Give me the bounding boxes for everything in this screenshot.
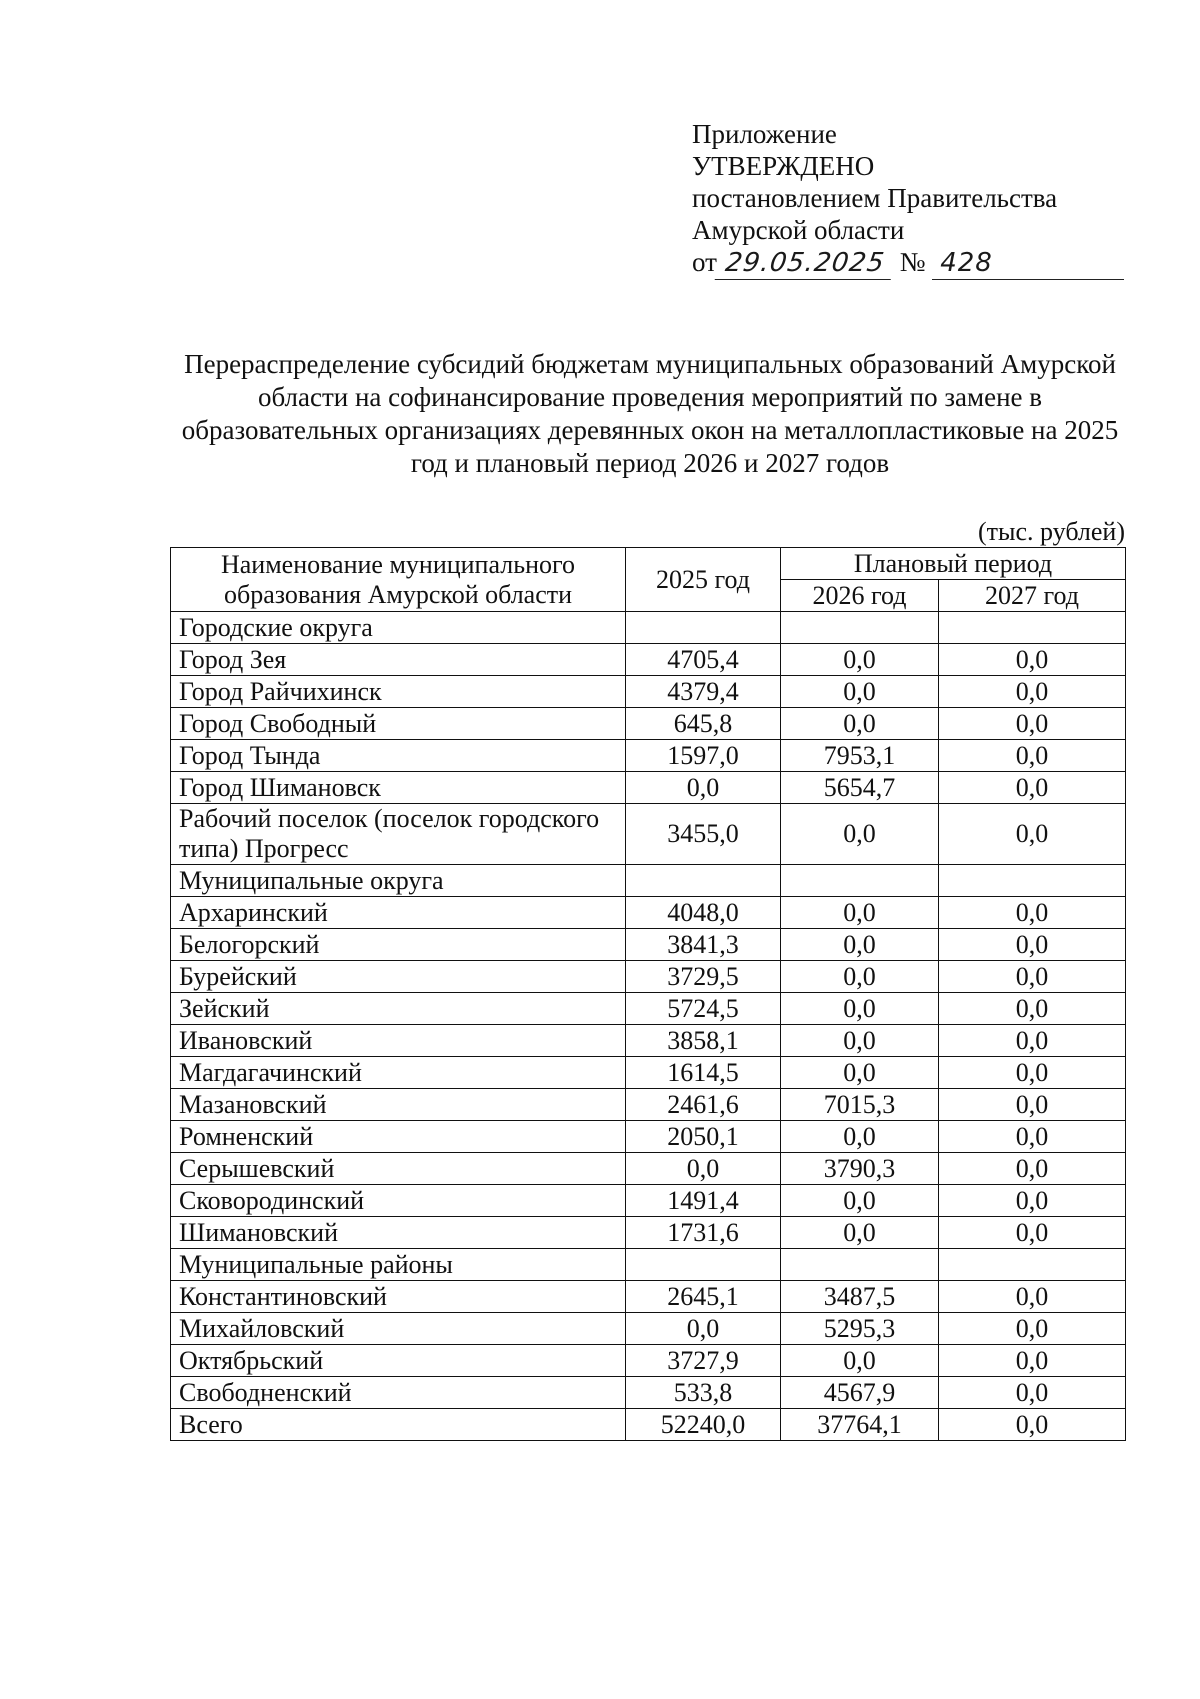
value-2025-cell: 2461,6 bbox=[626, 1089, 781, 1121]
value-2026-cell: 37764,1 bbox=[781, 1409, 939, 1441]
region-label: Амурской области bbox=[692, 215, 905, 245]
value-2025-cell: 1491,4 bbox=[626, 1185, 781, 1217]
header-2027: 2027 год bbox=[939, 580, 1126, 612]
value-2026-cell: 0,0 bbox=[781, 708, 939, 740]
municipality-cell: Город Шимановск bbox=[171, 772, 626, 804]
municipality-cell: Шимановский bbox=[171, 1217, 626, 1249]
municipality-cell: Город Тында bbox=[171, 740, 626, 772]
table-row bbox=[171, 1153, 1126, 1185]
header-municipality: Наименование муниципального образования Амурской области bbox=[171, 548, 626, 612]
table-row bbox=[171, 1057, 1126, 1089]
value-2025-cell: 1614,5 bbox=[626, 1057, 781, 1089]
value-2025-cell: 1597,0 bbox=[626, 740, 781, 772]
value-2026-cell: 0,0 bbox=[781, 993, 939, 1025]
value-2027-cell: 0,0 bbox=[939, 644, 1126, 676]
table-row bbox=[171, 897, 1126, 929]
header-2026: 2026 год bbox=[781, 580, 939, 612]
value-2027-cell: 0,0 bbox=[939, 1313, 1126, 1345]
table-row bbox=[171, 1121, 1126, 1153]
table-row bbox=[171, 1281, 1126, 1313]
value-2025-cell: 0,0 bbox=[626, 1153, 781, 1185]
value-2026-cell: 4567,9 bbox=[781, 1377, 939, 1409]
value-2026-cell: 0,0 bbox=[781, 1345, 939, 1377]
section-label: Городские округа bbox=[171, 612, 626, 644]
municipality-cell: Всего bbox=[171, 1409, 626, 1441]
table-row bbox=[171, 740, 1126, 772]
value-2025-cell: 52240,0 bbox=[626, 1409, 781, 1441]
table-row bbox=[171, 1313, 1126, 1345]
date-number-line bbox=[692, 246, 1124, 286]
value-2026-cell: 5295,3 bbox=[781, 1313, 939, 1345]
empty-cell bbox=[626, 865, 781, 897]
value-2027-cell: 0,0 bbox=[939, 993, 1126, 1025]
value-2025-cell: 2050,1 bbox=[626, 1121, 781, 1153]
value-2025-cell: 3455,0 bbox=[626, 804, 781, 865]
table-row bbox=[171, 993, 1126, 1025]
value-2026-cell: 0,0 bbox=[781, 1217, 939, 1249]
header-planned-period: Плановый период bbox=[781, 548, 1126, 580]
appendix-label: Приложение bbox=[692, 119, 837, 149]
value-2026-cell: 5654,7 bbox=[781, 772, 939, 804]
value-2026-cell: 0,0 bbox=[781, 961, 939, 993]
municipality-cell: Константиновский bbox=[171, 1281, 626, 1313]
table-row bbox=[171, 772, 1126, 804]
municipality-cell: Бурейский bbox=[171, 961, 626, 993]
table-row bbox=[171, 708, 1126, 740]
section-row bbox=[171, 865, 1126, 897]
number-prefix: № bbox=[899, 247, 926, 277]
table-row bbox=[171, 961, 1126, 993]
empty-cell bbox=[939, 1249, 1126, 1281]
value-2026-cell: 0,0 bbox=[781, 644, 939, 676]
table-row bbox=[171, 1025, 1126, 1057]
value-2025-cell: 3841,3 bbox=[626, 929, 781, 961]
municipality-cell: Ивановский bbox=[171, 1025, 626, 1057]
value-2025-cell: 533,8 bbox=[626, 1377, 781, 1409]
value-2026-cell: 0,0 bbox=[781, 1057, 939, 1089]
empty-cell bbox=[626, 1249, 781, 1281]
municipality-cell: Магдагачинский bbox=[171, 1057, 626, 1089]
value-2025-cell: 3858,1 bbox=[626, 1025, 781, 1057]
table-row bbox=[171, 929, 1126, 961]
table-row bbox=[171, 1089, 1126, 1121]
municipality-cell: Октябрьский bbox=[171, 1345, 626, 1377]
value-2026-cell: 3487,5 bbox=[781, 1281, 939, 1313]
empty-cell bbox=[781, 1249, 939, 1281]
value-2025-cell: 5724,5 bbox=[626, 993, 781, 1025]
document-title: Перераспределение субсидий бюджетам муниципальных образований Амурской области на софинансирование проведения мероприятий по замене в образовательных организациях деревянных окон на металлопластиковые на 2025 год и плановый период 2026 и 2027 годов bbox=[181, 349, 1119, 478]
empty-cell bbox=[781, 865, 939, 897]
value-2025-cell: 4048,0 bbox=[626, 897, 781, 929]
municipality-cell: Михайловский bbox=[171, 1313, 626, 1345]
header-2025: 2025 год bbox=[626, 548, 781, 612]
value-2026-cell: 0,0 bbox=[781, 676, 939, 708]
value-2027-cell: 0,0 bbox=[939, 1057, 1126, 1089]
resolution-label: постановлением Правительства bbox=[692, 183, 1058, 213]
municipality-cell: Город Свободный bbox=[171, 708, 626, 740]
approved-label: УТВЕРЖДЕНО bbox=[692, 151, 875, 181]
value-2025-cell: 645,8 bbox=[626, 708, 781, 740]
value-2027-cell: 0,0 bbox=[939, 1121, 1126, 1153]
empty-cell bbox=[939, 865, 1126, 897]
value-2026-cell: 7015,3 bbox=[781, 1089, 939, 1121]
value-2025-cell: 3727,9 bbox=[626, 1345, 781, 1377]
value-2027-cell: 0,0 bbox=[939, 1217, 1126, 1249]
value-2026-cell: 0,0 bbox=[781, 1185, 939, 1217]
date-prefix: от bbox=[692, 247, 717, 277]
municipality-cell: Рабочий поселок (поселок городского типа) Прогресс bbox=[171, 804, 626, 865]
table-row bbox=[171, 676, 1126, 708]
table-row bbox=[171, 1377, 1126, 1409]
value-2027-cell: 0,0 bbox=[939, 676, 1126, 708]
value-2026-cell: 0,0 bbox=[781, 1025, 939, 1057]
value-2027-cell: 0,0 bbox=[939, 1377, 1126, 1409]
total-row bbox=[171, 1409, 1126, 1441]
value-2027-cell: 0,0 bbox=[939, 708, 1126, 740]
subsidy-table bbox=[170, 547, 1126, 1441]
municipality-cell: Сковородинский bbox=[171, 1185, 626, 1217]
municipality-cell: Зейский bbox=[171, 993, 626, 1025]
municipality-cell: Мазановский bbox=[171, 1089, 626, 1121]
value-2025-cell: 2645,1 bbox=[626, 1281, 781, 1313]
table-row bbox=[171, 1185, 1126, 1217]
value-2027-cell: 0,0 bbox=[939, 1345, 1126, 1377]
value-2027-cell: 0,0 bbox=[939, 772, 1126, 804]
section-row bbox=[171, 1249, 1126, 1281]
value-2026-cell: 0,0 bbox=[781, 1121, 939, 1153]
handwritten-number: 428 bbox=[932, 247, 1124, 280]
table-row bbox=[171, 1345, 1126, 1377]
table-row bbox=[171, 644, 1126, 676]
empty-cell bbox=[626, 612, 781, 644]
municipality-cell: Серышевский bbox=[171, 1153, 626, 1185]
municipality-cell: Город Райчихинск bbox=[171, 676, 626, 708]
value-2026-cell: 3790,3 bbox=[781, 1153, 939, 1185]
table-row bbox=[171, 804, 1126, 865]
value-2026-cell: 0,0 bbox=[781, 804, 939, 865]
approval-block bbox=[692, 118, 1124, 286]
table-row bbox=[171, 1217, 1126, 1249]
value-2026-cell: 0,0 bbox=[781, 897, 939, 929]
value-2027-cell: 0,0 bbox=[939, 961, 1126, 993]
value-2025-cell: 1731,6 bbox=[626, 1217, 781, 1249]
value-2026-cell: 7953,1 bbox=[781, 740, 939, 772]
value-2027-cell: 0,0 bbox=[939, 1089, 1126, 1121]
municipality-cell: Белогорский bbox=[171, 929, 626, 961]
municipality-cell: Свободненский bbox=[171, 1377, 626, 1409]
value-2027-cell: 0,0 bbox=[939, 929, 1126, 961]
value-2027-cell: 0,0 bbox=[939, 1409, 1126, 1441]
value-2025-cell: 4705,4 bbox=[626, 644, 781, 676]
value-2026-cell: 0,0 bbox=[781, 929, 939, 961]
municipality-cell: Город Зея bbox=[171, 644, 626, 676]
header-row bbox=[171, 548, 1126, 580]
value-2025-cell: 0,0 bbox=[626, 1313, 781, 1345]
value-2025-cell: 4379,4 bbox=[626, 676, 781, 708]
value-2027-cell: 0,0 bbox=[939, 804, 1126, 865]
value-2027-cell: 0,0 bbox=[939, 1153, 1126, 1185]
value-2025-cell: 3729,5 bbox=[626, 961, 781, 993]
handwritten-date: 29.05.2025 bbox=[715, 247, 896, 280]
municipality-cell: Архаринский bbox=[171, 897, 626, 929]
value-2027-cell: 0,0 bbox=[939, 1025, 1126, 1057]
section-label: Муниципальные округа bbox=[171, 865, 626, 897]
value-2025-cell: 0,0 bbox=[626, 772, 781, 804]
section-row bbox=[171, 612, 1126, 644]
value-2027-cell: 0,0 bbox=[939, 740, 1126, 772]
table-body bbox=[171, 612, 1126, 1441]
section-label: Муниципальные районы bbox=[171, 1249, 626, 1281]
units-label: (тыс. рублей) bbox=[977, 517, 1125, 546]
value-2027-cell: 0,0 bbox=[939, 1281, 1126, 1313]
empty-cell bbox=[939, 612, 1126, 644]
empty-cell bbox=[781, 612, 939, 644]
municipality-cell: Ромненский bbox=[171, 1121, 626, 1153]
value-2027-cell: 0,0 bbox=[939, 1185, 1126, 1217]
value-2027-cell: 0,0 bbox=[939, 897, 1126, 929]
